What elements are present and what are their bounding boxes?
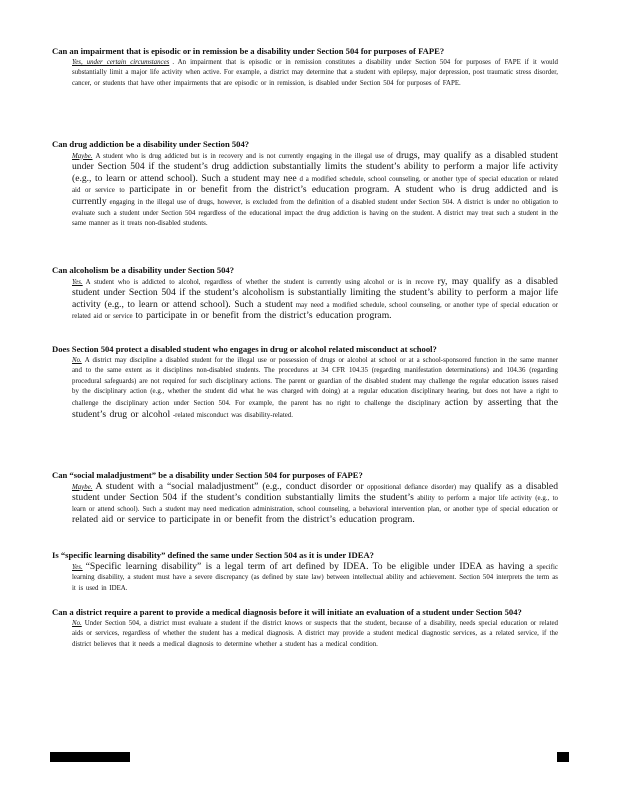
- qa-section: [52, 266, 558, 323]
- answer-paragraph: [72, 619, 558, 651]
- answer-lead: No.: [72, 619, 82, 627]
- answer-text: A student who is drug addicted but is in recovery and is not currently engaging in the illegal use of: [95, 152, 394, 160]
- answer-lead: Maybe.: [72, 483, 93, 491]
- answer-paragraph: [72, 58, 558, 90]
- question-heading: Can an impairment that is episodic or in remission be a disability under Section 504 for purposes of FAPE?: [52, 46, 445, 56]
- answer-text: participate in or benefit from the district’s education program. A student who is drug addicted and is currently: [72, 184, 558, 207]
- question-heading: Is “specific learning disability” defined the same under Section 504 as it is under IDEA?: [52, 550, 374, 560]
- answer-lead: Yes.: [72, 563, 83, 571]
- footer-bar-right: [557, 752, 569, 762]
- answer-paragraph: [72, 482, 558, 527]
- answer-lead: Yes, under certain circumstances: [72, 58, 170, 66]
- answer-text: specific learning disability, a student must have a severe discrepancy (as defined by state law) between intellectual ability and achievement. Section 504 interprets the term as it is used in IDEA.: [72, 563, 558, 592]
- answer-text: A student with a “social maladjustment” (e.g., conduct disorder or: [95, 480, 364, 492]
- answer-text: d a modified schedule, school counseling, or another type of special education or related aid or service to: [72, 175, 558, 195]
- qa-section: [52, 471, 558, 527]
- answer-paragraph: [72, 562, 558, 595]
- footer-bar-left: [50, 752, 130, 762]
- question-heading: Can alcoholism be a disability under Section 504?: [52, 265, 235, 275]
- question-heading: Can “social maladjustment” be a disability under Section 504 for purposes of FAPE?: [52, 470, 363, 480]
- answer-text: ability to perform a major life activity (e.g., to learn or attend school). Such a student may need medication administration, school counseling, a behavioral intervention plan, or another type of special education or: [72, 495, 558, 513]
- answer-text: A student who is addicted to alcohol, regardless of whether the student is currently using alcohol or is in recove: [85, 278, 434, 286]
- answer-text: qualify as a disabled student under Section 504 if the student’s condition substantially limits the student’s: [72, 480, 558, 504]
- answer-text: Under Section 504, a district must evaluate a student if the district knows or suspects that the student, because of a disability, needs special education or related aids or services, regardless of whether the student has a medical diagnosis. A district may provide a student medical diagnostic services, as a related service, if the district believes that it needs a medical diagnosis to determine whether a student has a medical condition.: [72, 619, 558, 648]
- answer-text: . An impairment that is episodic or in remission constitutes a disability under Section 504 for purposes of FAPE if it would substantially limit a major life activity when active. For example, a district may determine that a student with epilepsy, major depression, post traumatic stress disorder, cancer, or students that have other impairments that are episodic or in remission, is disabled under Section 504 for purposes of FAPE.: [72, 58, 558, 87]
- answer-text: related aid or service to participate in or benefit from the district’s education program.: [72, 514, 415, 526]
- qa-section: [52, 140, 558, 230]
- answer-text: ry, may qualify as a disabled student under Section 504 if the student’s alcoholism is substantially limiting the student’s ability to perform a major life activity (e.g., to learn or attend school). Such a student: [72, 275, 558, 310]
- answer-text: engaging in the illegal use of drugs, however, is excluded from the definition of a disabled student under Section 504. A district is under no obligation to evaluate such a student under Section 504 regardless of the educational impact the drug addiction is having on the student. A district may treat such a student in the same manner as it treats non-disabled students.: [72, 198, 558, 228]
- question-heading: Can drug addiction be a disability under Section 504?: [52, 139, 250, 149]
- answer-lead: Maybe.: [72, 152, 93, 160]
- question-heading: Does Section 504 protect a disabled student who engages in drug or alcohol related misconduct at school?: [52, 344, 437, 354]
- answer-paragraph: [72, 356, 558, 422]
- answer-paragraph: [72, 277, 558, 323]
- answer-text: oppositional defiance disorder) may: [367, 483, 472, 491]
- answer-text: may need a modified schedule, school counseling, or another type of special education or related aid or service: [72, 301, 559, 321]
- answer-paragraph: [72, 151, 558, 230]
- answer-lead: Yes.: [72, 278, 83, 286]
- answer-text: to participate in or benefit from the district’s education program.: [135, 310, 392, 322]
- answer-text: “Specific learning disability” is a legal term of art defined by IDEA. To be eligible under IDEA as having a: [85, 560, 533, 572]
- qa-section: [52, 608, 558, 650]
- answer-text: -related misconduct was disability-related.: [172, 411, 293, 419]
- question-heading: Can a district require a parent to provide a medical diagnosis before it will initiate an evaluation of a student under Section 504?: [52, 607, 522, 617]
- qa-section: [52, 47, 558, 89]
- answer-text: A district may discipline a disabled student for the illegal use or possession of drugs or alcohol at school or at a school-sponsored function in the same manner and to the same extent as it disciplines non-disabled students. The procedures at 34 CFR 104.35 (regarding manifestation determinations) and 104.36 (regarding procedural safeguards) are not required for such disciplinary actions. The parent or guardian of the disabled student may challenge the regular education issues raised by the disciplinary action (e.g., whether the student did what he was charged with doing) at a regular education disciplinary hearing, but does not have a right to challenge the disciplinary action under Section 504. For example, the parent has no right to challenge the disciplinary: [72, 356, 558, 407]
- qa-section: [52, 551, 558, 594]
- answer-text: action by asserting that the student’s drug or alcohol: [72, 396, 558, 420]
- answer-text: drugs, may qualify as a disabled student under Section 504 if the student’s drug addiction substantially limits the student’s ability to perform a major life activity (e.g., to learn or attend school). Such a student may nee: [72, 149, 558, 184]
- answer-lead: No.: [72, 356, 82, 364]
- qa-section: [52, 345, 558, 421]
